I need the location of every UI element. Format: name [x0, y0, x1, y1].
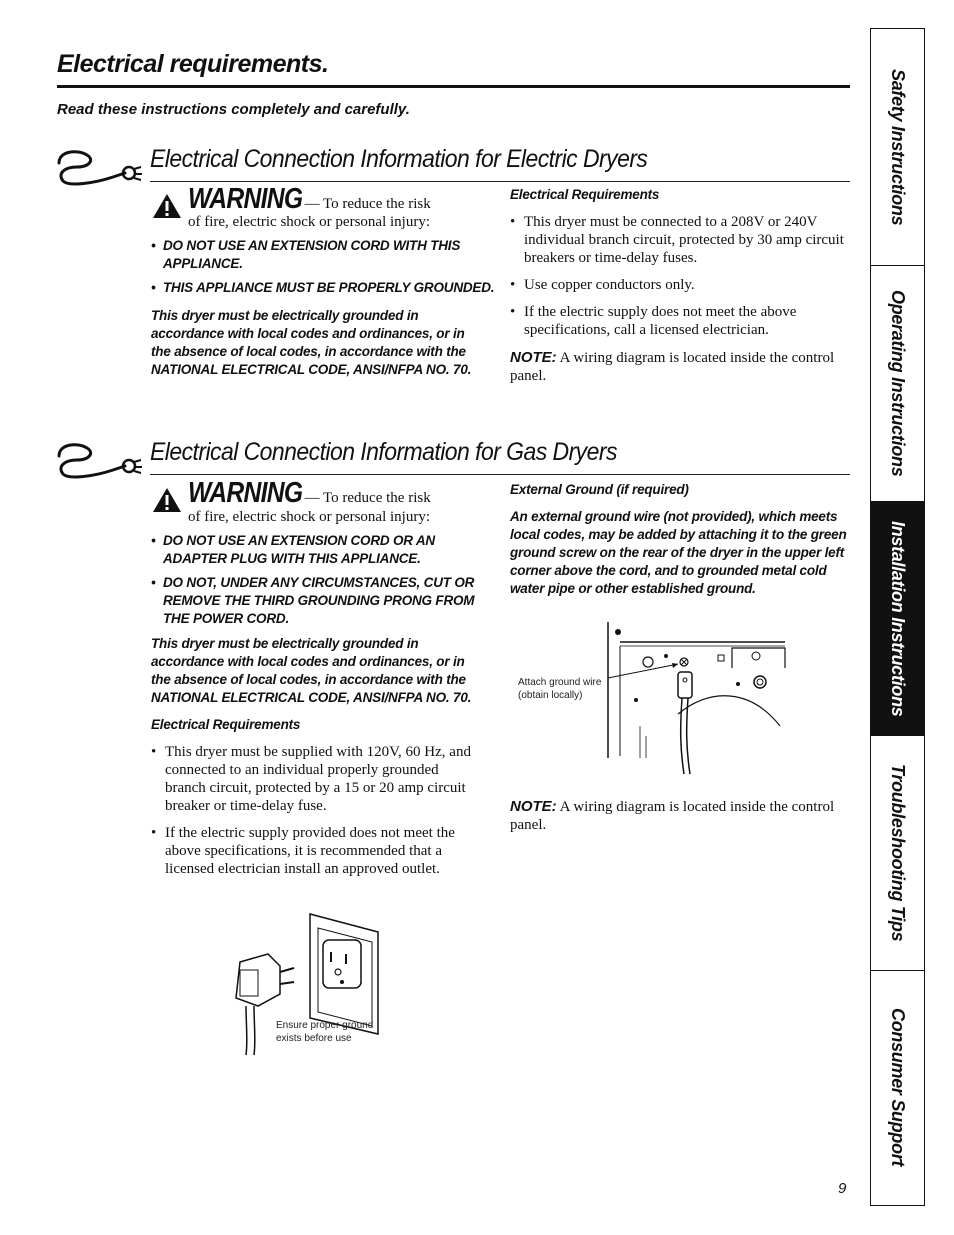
warning-icon — [152, 193, 182, 219]
note-text: A wiring diagram is located inside the control panel. — [510, 799, 835, 833]
gas-req-item: • This dryer must be supplied with 120V, 60 Hz, and connected to an individual properly grounded branch circuit, protected by a 15 or 20 amp circuit breaker or time-delay fuse. — [151, 743, 481, 815]
electric-req-item: • This dryer must be connected to a 208V or 240V individual branch circuit, protected by 30 amp circuit breakers or time-delay fuses. — [510, 213, 845, 267]
title-rule — [57, 85, 850, 88]
electric-note — [510, 349, 840, 385]
plug-icon — [55, 436, 145, 484]
gas-warning-word: WARNING — [188, 477, 303, 509]
ext-ground-text: An external ground wire (not provided), which meets local codes, may be added by attaching it to the green ground screw on the rear of the dryer in the upper left corner above the cord, and to grounded metal cold water pipe or other established ground. — [510, 509, 847, 596]
gas-warning-text-2: of fire, electric shock or personal injury: — [188, 509, 430, 525]
electric-warning-text: — To reduce the risk — [304, 196, 431, 212]
note-label: NOTE: — [510, 798, 557, 815]
gas-warning-line — [188, 477, 431, 510]
plug-icon — [55, 143, 145, 191]
tab-label: Safety Instructions — [888, 68, 908, 226]
electric-grounding-note: This dryer must be electrically grounded in accordance with local codes and ordinances, or in the absence of local codes, in accordance with the NATIONAL ELECTRICAL CODE, ANSI/NFPA NO. 70. — [151, 308, 472, 377]
electric-warning-word: WARNING — [188, 183, 303, 215]
electric-req-item: • Use copper conductors only. — [510, 276, 845, 294]
outlet-caption — [276, 1019, 373, 1045]
electric-warning-bullets: • DO NOT USE AN EXTENSION CORD WITH THIS APPLIANCE. • THIS APPLIANCE MUST BE PROPERLY GROUNDED. — [151, 238, 495, 295]
tab-label: Installation Instructions — [888, 520, 908, 717]
gas-req-heading: Electrical Requirements — [151, 717, 301, 732]
page-title: Electrical requirements. — [57, 50, 329, 78]
electric-req-heading: Electrical Requirements — [510, 187, 660, 202]
outlet-caption-line: Ensure proper ground — [276, 1020, 374, 1031]
tab-consumer-support[interactable] — [871, 971, 924, 1204]
gas-note — [510, 798, 840, 834]
gas-grounding-note: This dryer must be electrically grounded in accordance with local codes and ordinances, or in the absence of local codes, in accordance with the NATIONAL ELECTRICAL CODE, ANSI/NFPA NO. 70. — [151, 636, 472, 705]
gas-warning-bullets: • DO NOT USE AN EXTENSION CORD OR AN ADAPTER PLUG WITH THIS APPLIANCE. • DO NOT, UNDER ANY CIRCUMSTANCES, CUT OR REMOVE THE THIRD GROUNDING PRONG FROM THE POWER CORD. — [151, 532, 481, 628]
tab-label: Consumer Support — [888, 1008, 908, 1167]
ground-wire-illustration — [600, 618, 790, 788]
ext-ground-heading: External Ground (if required) — [510, 482, 689, 497]
gas-bullet-1: DO NOT USE AN EXTENSION CORD OR AN ADAPTER PLUG WITH THIS APPLIANCE. — [163, 533, 435, 566]
outlet-caption-line: exists before use — [276, 1033, 352, 1044]
electric-warning-text-2: of fire, electric shock or personal injury: — [188, 214, 430, 230]
gas-req-list — [151, 743, 481, 887]
tab-installation-instructions[interactable] — [871, 502, 924, 736]
electric-warning-line — [188, 183, 431, 216]
gas-warning-text: — To reduce the risk — [304, 490, 431, 506]
tab-safety-instructions[interactable] — [871, 29, 924, 266]
side-tabs — [870, 28, 925, 1206]
electric-bullet-1: DO NOT USE AN EXTENSION CORD WITH THIS APPLIANCE. — [163, 238, 461, 271]
electric-section-title: Electrical Connection Information for Electric Dryers — [150, 145, 648, 173]
note-label: NOTE: — [510, 349, 557, 366]
gas-req-item: • If the electric supply provided does not meet the above specifications, it is recommended that a licensed electrician install an approved outlet. — [151, 824, 481, 878]
note-text: A wiring diagram is located inside the control panel. — [510, 350, 835, 384]
ground-caption-line: Attach ground wire — [518, 677, 602, 688]
ground-wire-caption — [518, 676, 601, 702]
gas-section-rule — [150, 474, 850, 475]
tab-operating-instructions[interactable] — [871, 266, 924, 502]
tab-label: Troubleshooting Tips — [888, 764, 908, 942]
electric-req-item: • If the electric supply does not meet the above specifications, call a licensed electrician. — [510, 303, 845, 339]
electric-req-list — [510, 213, 845, 348]
warning-icon — [152, 487, 182, 513]
intro-text: Read these instructions completely and carefully. — [57, 101, 410, 118]
electric-section-rule — [150, 181, 850, 182]
gas-section-title: Electrical Connection Information for Gas Dryers — [150, 438, 617, 466]
ground-caption-line: (obtain locally) — [518, 690, 583, 701]
electric-bullet-2: THIS APPLIANCE MUST BE PROPERLY GROUNDED. — [163, 280, 495, 295]
page-number: 9 — [838, 1180, 847, 1197]
tab-troubleshooting-tips[interactable] — [871, 736, 924, 971]
gas-bullet-2: DO NOT, UNDER ANY CIRCUMSTANCES, CUT OR REMOVE THE THIRD GROUNDING PRONG FROM THE POWER CORD. — [163, 575, 475, 626]
tab-label: Operating Instructions — [888, 290, 908, 477]
